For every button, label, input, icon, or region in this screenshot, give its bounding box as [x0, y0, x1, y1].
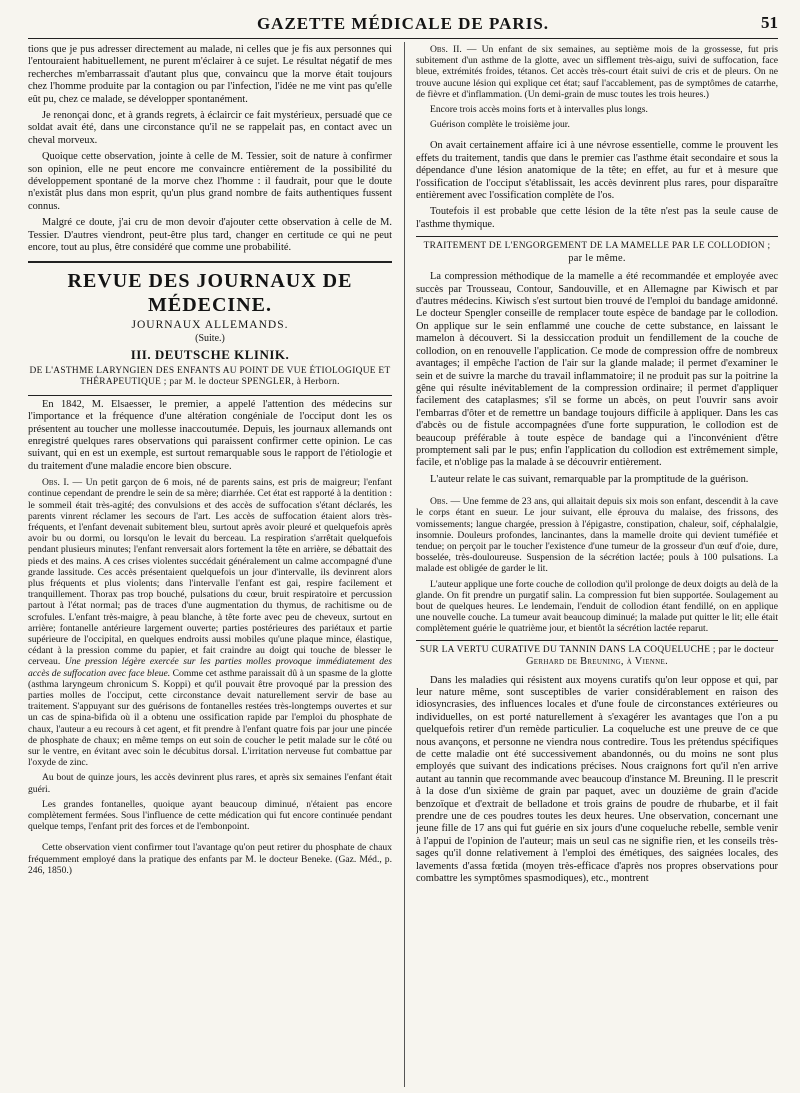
paragraph: L'auteur applique une forte couche de collodion qu'il prolonge de deux doigts au delà de la glande. On fit prendre un purgatif salin. La compression fut bien supportée. Soulagement au bout de quelques heures. Le lendemain, l'enduit de collodion étant fendillé, on en applique une nouvelle couche. La tumeur avait beaucoup diminué; la malade put quitter le lit; elle était complètement guérie le quatrième jour, et bientôt la sécrétion lactée reparut.	[416, 578, 778, 635]
divider	[28, 395, 392, 396]
paragraph: tions que je pus adresser directement au malade, ni celles que je fis aux personnes qui l'entouraient habituellement, ne purent m'éclairer à ce sujet. Le résultat négatif de mes recherches m'embarrassait d'autant plus que, convaincu que la morve était toujours chez l'homme produite par la contagion ou par l'infection, l'idée ne me vint pas qu'elle eût pu, chez ce malade, se développer spontanément.	[28, 44, 392, 105]
article-title-text: SUR LA VERTU CURATIVE DU TANNIN DANS LA COQUELUCHE ; par le docteur	[419, 644, 775, 655]
observation-label: Obs. II.	[430, 44, 462, 55]
observation-text: — Un enfant de six semaines, au septième mois de la grossesse, fut pris subitement d'un asthme de la glotte, avec un sifflement très-aigu, suivi de suffocation, face bleue, extrémités froides, tétanos. Cet accès très-court était suivi de cris et de pleurs. On ne trouve aucune lésion qui explique cet état; sauf l'accablement, pas de symptômes de catarrhe, de fièvre et d'inflammation. (Un demi-grain de musc toutes les trois heures.)	[416, 44, 778, 100]
observation-2	[416, 44, 778, 100]
article-title: DE L'ASTHME LARYNGIEN DES ENFANTS AU POINT DE VUE ÉTIOLOGIQUE ET THÉRAPEUTIQUE ; par M. le docteur SPENGLER, à Herborn.	[29, 365, 391, 388]
observation-text: — Une femme de 23 ans, qui allaitait depuis six mois son enfant, descendit à la cave le corps étant en sueur. Le jour suivant, elle éprouva du malaise, des frissons, des vomissements; langue chargée, pression à l'épigastre, constipation, chaleur, soif, céphalalgie, insomnie. Douleurs profondes, lancinantes, dans la mamelle droite qui devient tuméfiée et tendue; on perçoit par le toucher l'existence d'une tumeur de la grosseur d'un œuf d'oie, dure, bosselée, très-douloureuse. Suspension de la sécrétion lactée; pouls à 100 pulsations. La malade est obligée de garder le lit.	[416, 496, 778, 575]
observation	[416, 496, 778, 574]
continuation-note: (Suite.)	[195, 332, 225, 344]
paragraph: Malgré ce doute, j'ai cru de mon devoir d'ajouter cette observation à celle de M. Tessier. D'autres viendront, peut-être plus tard, changer en certitude ce qui ne peut encore, tout au plus, être considéré que comme une probabilité.	[28, 217, 392, 254]
section-divider	[28, 261, 392, 263]
divider	[416, 236, 778, 237]
paragraph: Toutefois il est probable que cette lésion de la tête n'est pas la seule cause de l'asthme thymique.	[416, 206, 778, 230]
paragraph: Les grandes fontanelles, quoique ayant beaucoup diminué, n'étaient pas encore complètement fermées. Sous l'influence de cette médication qui fut encore continuée pendant quelque temps, l'enfant prit des forces et de l'embonpoint.	[28, 798, 392, 833]
observation-emphasis: Une pression légère exercée sur les parties molles provoque immédiatement des accès de suffocation avec face bleue.	[28, 656, 392, 679]
section-subtitle: JOURNAUX ALLEMANDS.	[131, 318, 289, 331]
paragraph: Cette observation vient confirmer tout l'avantage qu'on peut retirer du phosphate de chaux fréquemment employé dans la pratique des enfants par M. le docteur Beneke. (Gaz. Méd., p. 246, 1850.)	[28, 842, 392, 876]
observation-label: Obs. I.	[42, 477, 70, 489]
right-column	[416, 44, 778, 1084]
article-title	[416, 241, 778, 265]
observation-text: — Un petit garçon de 6 mois, né de parents sains, est pris de maigreur; l'enfant continue cependant de prendre le sein de sa mère; diarrhée. Cet état est rapporté à la dentition : le sommeil était très-agité; des convulsions et des accès de suffocation s'étant déclarés, les parents vinrent réclamer les secours de l'art. Les accès de suffocation étaient alors très-fréquents, et l'enfant devenait subitement bleu, surtout après avoir pleuré et quelquefois après avoir bu ou dormi, ou lorsqu'on le levait du berceau. La respiration s'arrêtait quelquefois pendant plusieurs minutes; l'enfant renversait alors fortement la tête en arrière, se débattait des pieds et des mains. A ces crises violentes succédait généralement un calme accompagné d'une grande lassitude. Ces accès présentaient quelquefois un jour d'intervalle, ils devinrent alors plus fréquents et plus violents; dans l'intervalle l'enfant est gai, respire facilement et tranquillement. Thorax pas trop bouché, pulsations du cœur, bruit respiratoire et percussion partout à l'état normal; pas de traces d'une augmentation du thymus, de rachitisme ou de scrofules. L'enfant très-maigre, à peau blanche, à tête forte avec peu de cheveux, surtout en arrière; fontanelle antérieure largement ouverte; parties postérieures des pariétaux et partie supérieure de l'occipital, en quelques endroits aussi mobiles qu'une plaque mince, élastique, cédant à la pression comme du papier, et fait craindre au doigt qui touche de blesser le cerveau.	[28, 477, 392, 668]
paragraph: La compression méthodique de la mamelle a été recommandée et employée avec succès par Trousseau, Contour, Sandouville, et en Allemagne par Kiwisch et par d'autres médecins. Kiwisch s'est surtout bien trouvé de l'emploi du bandage amidonné. Le docteur Spengler conseille de remplacer toute espèce de bandage par le collodion. On applique sur le sein enflammé une couche de cette substance, en laissant le mamelon à découvert. Si la dessiccation produit un fendillement de la couche de collodion, on en renouvelle l'application. Ce mode de compression offre de nombreux avantages; il empêche l'action de l'air sur la glande malade; il permet d'examiner le sein et de suivre la marche du travail inflammatoire; il ne produit pas sur la poitrine la gêne qui résulte inévitablement de la compression ordinaire; il permet d'appliquer facilement des cataplasmes; s'il se forme un abcès, on peut l'ouvrir sans avoir l'embarras d'ôter et de remettre un bandage toujours difficile à appliquer. Dans les cas d'abcès ou de fistule accompagnées d'une forte suppuration, le collodion est de beaucoup préférable à toute espèce de bandage qui a l'inconvénient d'être promptement sali par le pus; enfin l'application du collodion est extrêmement simple, facile, et n'oblige pas la malade à se découvrir entièrement.	[416, 271, 778, 469]
observation-text: Comme cet asthme paraissait dû à un spasme de la glotte (asthma laryngeum chronicum S. Koppi) et qu'il pouvait être provoqué par la pression des parties molles de l'occiput, cette circonstance devait naturellement servir de base au traitement. S'appuyant sur des guérisons de fontanelles restées très-longtemps ouvertes et sur un cas de spina-bifida où il a obtenu une ossification rapide par l'emploi du phosphate de chaux, l'auteur a eu recours à cet agent, et fit prendre à l'enfant quatre fois par jour une pincée de phosphate de chaux; en même temps on eut soin de coucher le petit malade sur le côté ou sur le ventre, en évitant avec soin le décubitus dorsal. L'irritation nerveuse fut combattue par l'oxyde de zinc.	[28, 667, 392, 769]
journal-title: GAZETTE MÉDICALE DE PARIS.	[256, 14, 550, 33]
paragraph: On avait certainement affaire ici à une névrose essentielle, comme le prouvent les effets du traitement, tandis que dans le premier cas l'asthme était secondaire et sous la dépendance d'une lésion anatomique de la tête; en effet, au fur et à mesure que l'ossification de l'occiput s'établissait, les accès devinrent plus rares, pour disparaître entièrement avec l'ossification complète de l'os.	[416, 140, 778, 202]
paragraph: Dans les maladies qui résistent aux moyens curatifs qu'on leur oppose et qui, par leur nature même, sont susceptibles de varier considérablement en raison des idiosyncrasies, des influences locales et d'une foule de circonstances extérieures ou individuelles, on est porté naturellement à s'exagérer les avantages que l'on a pu quelquefois retirer d'un remède particulier. La coqueluche est une preuve de ce que nous avançons, et personne ne viendra nous contredire. Tous les prétendus spécifiques de cette maladie ont été successivement abandonnés, ou du moins ne sont plus employés que suivant des indications précises. Nous craignons fort qu'il n'en arrive autant au tannin que recommande avec beaucoup d'instance M. Breuning. Il le prescrit à la dose d'un sixième de grain par paquet, avec un douzième de grain d'acide benzoïque et d'extrait de belladone et trois grains de poudre de rhubarbe, et il fait prendre une de ces poudres toutes les deux heures. Une observation, concernant une jeune fille de 17 ans qui fut guérie en six jours d'une coqueluche rebelle, semble venir à l'appui de l'opinion de l'auteur; mais un seul cas ne signifie rien, et les conseils très-sages qu'il donne relativement à l'emploi des émétiques, des saignées locales, des lavements d'assa fœtida (moyen très-efficace d'après nos propres observations pour combattre les symptômes spasmodiques), etc., montrent	[416, 674, 778, 885]
article-author: par le même.	[568, 252, 626, 264]
page-header	[28, 8, 778, 39]
article-title-text: TRAITEMENT DE L'ENGORGEMENT DE LA MAMELLE PAR LE COLLODION ;	[423, 241, 771, 252]
paragraph: L'auteur relate le cas suivant, remarquable par la promptitude de la guérison.	[430, 473, 749, 485]
observation-label: Obs.	[430, 496, 448, 508]
divider	[416, 640, 778, 641]
paragraph: Au bout de quinze jours, les accès devinrent plus rares, et après six semaines l'enfant était guéri.	[28, 772, 392, 795]
paragraph: Quoique cette observation, jointe à celle de M. Tessier, soit de nature à confirmer son opinion, elle ne peut encore me convaincre entièrement de la possibilité du développement spontané de la morve chez l'homme : il faudrait, pour que le doute n'existât plus dans mon esprit, qu'un plus grand nombre de faits authentiques fussent connus.	[28, 151, 392, 212]
left-column	[28, 44, 392, 1084]
column-divider	[404, 42, 405, 1087]
paragraph: Encore trois accès moins forts et à intervalles plus longs.	[430, 104, 648, 116]
paragraph: En 1842, M. Elsaesser, le premier, a appelé l'attention des médecins sur l'importance et la fréquence d'une altération congéniale de l'occiput dont les os présentent au toucher une mollesse inaccoutumée. Depuis, les journaux allemands ont enregistré quelques rares observations qui paraissent confirmer cette opinion. Le cas suivant, qui en est un exemple, est surtout remarquable sous le rapport de l'étiologie et du traitement d'une maladie encore bien obscure.	[28, 398, 392, 472]
paragraph: Guérison complète le troisième jour.	[430, 119, 570, 131]
observation-1	[28, 477, 392, 768]
article-title	[416, 645, 778, 669]
article-author: Gerhard de Breuning, à Vienne.	[526, 656, 668, 668]
journal-name: III. DEUTSCHE KLINIK.	[130, 347, 290, 363]
paragraph: Je renonçai donc, et à grands regrets, à éclaircir ce fait mystérieux, persuadé que ce soldat avait été, dans une circonstance qu'il ne se rappelait pas, en contact avec un cheval morveux.	[28, 110, 392, 146]
page-number: 51	[761, 13, 778, 32]
section-title: REVUE DES JOURNAUX DE MÉDECINE.	[67, 269, 353, 316]
